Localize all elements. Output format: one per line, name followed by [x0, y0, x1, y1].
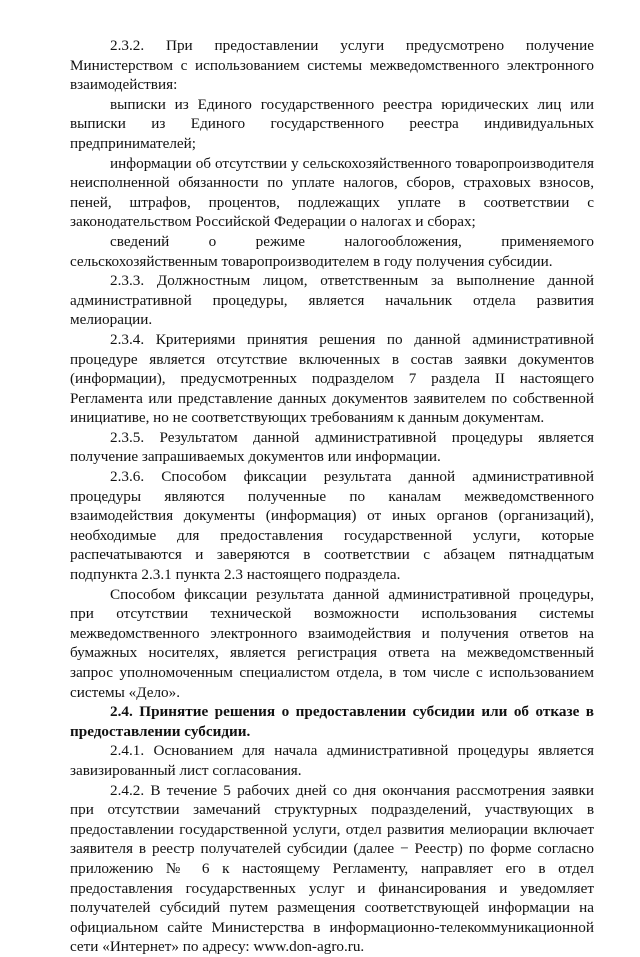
paragraph-2-4-1: 2.4.1. Основанием для начала административной процедуры является завизированный лист согласования. — [70, 742, 594, 779]
paragraph-2-3-2: 2.3.2. При предоставлении услуги предусмотрено получение Министерством с использованием системы межведомственного электронного взаимодействия: — [70, 37, 594, 94]
paragraph-2-3-3: 2.3.3. Должностным лицом, ответственным за выполнение данной административной процедуры, является начальник отдела развития мелиорации. — [70, 272, 594, 329]
paragraph-2-3-5: 2.3.5. Результатом данной административной процедуры является получение запрашиваемых документов или информации. — [70, 428, 594, 466]
paragraph-tax-info: информации об отсутствии у сельскохозяйственного товаропроизводителя неисполненной обязанности по уплате налогов, сборов, страховых взносов, пеней, штрафов, процентов, подлежащих уплате в соответствии с законодательством Российской Федерации о налогах и сборах; — [70, 154, 594, 231]
section-heading-2-4: 2.4. Принятие решения о предоставлении субсидии или об отказе в предоставлении субсидии. — [70, 703, 594, 740]
paragraph-2-3-6: 2.3.6. Способом фиксации результата данной административной процедуры являются полученные по каналам межведомственного взаимодействия документы (информация) от иных органов (организаций), необходимые для предоставления государственной услуги, которые распечатываются и заверяются в соответствии с абзацем пятнадцатым подпункта 2.3.1 пункта 2.3 настоящего подраздела. — [70, 468, 594, 584]
paragraph-2-4-2: 2.4.2. В течение 5 рабочих дней со дня окончания рассмотрения заявки при отсутствии замечаний структурных подразделений, участвующих в предоставлении государственной услуги, отдел развития мелиорации включает заявителя в реестр получателей субсидии (далее − Реестр) по форме согласно приложению № 6 к настоящему Регламенту, направляет его в отдел предоставления государственных услуг и финансирования и уведомляет получателей субсидий путем размещения соответствующей информации на официальном сайте Министерства в информационно-телекоммуникационной сети «Интернет» по адресу: www.don-agro.ru. — [70, 781, 594, 956]
paragraph-egrul-extract: выписки из Единого государственного реестра юридических лиц или выписки из Единого государственного реестра индивидуальных предпринимателей; — [70, 95, 594, 152]
document-page — [70, 36, 594, 957]
paragraph-2-3-4: 2.3.4. Критериями принятия решения по данной административной процедуре является отсутствие включенных в состав заявки документов (информации), предусмотренных подразделом 7 раздела II настоящего Регламента или представление данных документов заявителем по собственной инициативе, но не соответствующих требованиям к данным документам. — [70, 330, 594, 427]
paragraph-tax-regime: сведений о режиме налогообложения, применяемого сельскохозяйственным товаропроизводителем в году получения субсидии. — [70, 232, 594, 270]
paragraph-fixation-method: Способом фиксации результата данной административной процедуры, при отсутствии технической возможности использования системы межведомственного электронного взаимодействия и получения ответов на бумажных носителях, является регистрация ответа на межведомственный запрос уполномоченным специалистом отдела, в том числе с использованием системы «Дело». — [70, 585, 594, 701]
